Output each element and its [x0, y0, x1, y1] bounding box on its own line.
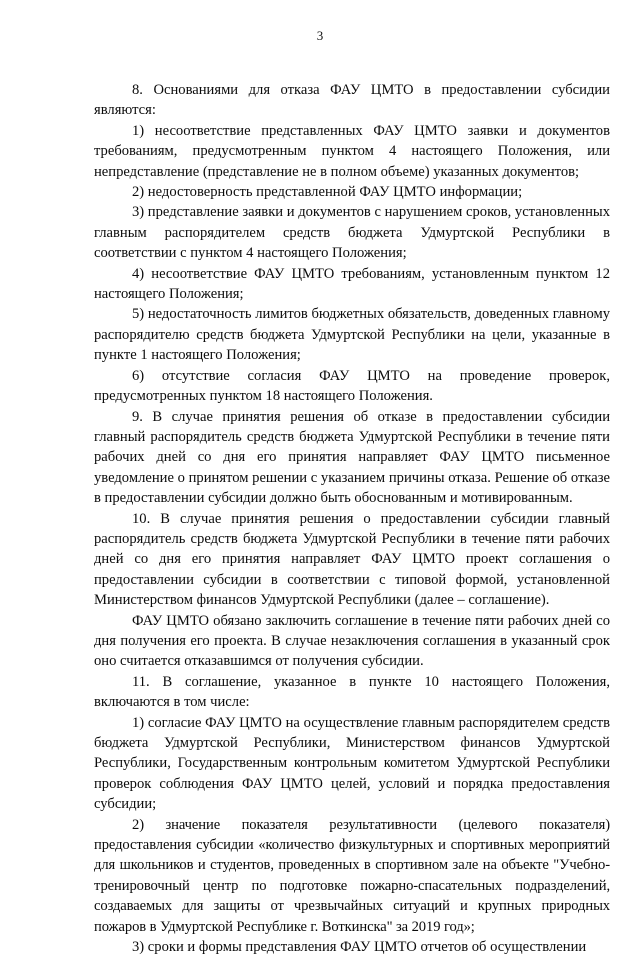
paragraph-8-item-2: 2) недостоверность представленной ФАУ ЦМТО информации; — [132, 184, 523, 201]
paragraph-11-heading: 11. В соглашение, указанное в пункте 10 настоящего Положения, включаются в том числе: — [94, 673, 610, 711]
paragraph-11-item-2: 2) значение показателя результативности (целевого показателя) предоставления субсидии «количество физкультурных и спортивных мероприятий для школьников и студентов, проведенных в спортивном зале на объекте "Учебно-тренировочный центр по подготовке пожарно-спасательных подразделений, создаваемых для защиты от чрезвычайных ситуаций и крупных природных пожаров в Удмуртской Республике г. Воткинска" за 2019 год»; — [94, 816, 610, 935]
paragraph-10: 10. В случае принятия решения о предоставлении субсидии главный распорядитель средств бюджета Удмуртской Республики в течение пяти рабочих дней со дня его принятия направляет ФАУ ЦМТО проект соглашения о предоставлении субсидии в соответствии с типовой формой, установленной Министерством финансов Удмуртской Республики (далее – соглашение). — [94, 510, 610, 609]
paragraph-10-continuation: ФАУ ЦМТО обязано заключить соглашение в течение пяти рабочих дней со дня получения его проекта. В случае незаключения соглашения в указанный срок оно считается отказавшимся от получения субсидии. — [94, 612, 610, 670]
paragraph-8-item-4: 4) несоответствие ФАУ ЦМТО требованиям, установленным пунктом 12 настоящего Положения; — [94, 265, 610, 303]
page-number: 3 — [316, 28, 324, 43]
paragraph-11-item-3: 3) сроки и формы представления ФАУ ЦМТО отчетов об осуществлении — [132, 939, 587, 956]
paragraph-11-item-1: 1) согласие ФАУ ЦМТО на осуществление главным распорядителем средств бюджета Удмуртской Республики, Министерством финансов Удмуртской Республики, Государственным контрольным комитетом Удмуртской Республики проверок соблюдения ФАУ ЦМТО целей, условий и порядка предоставления субсидии; — [94, 714, 610, 813]
paragraph-8-item-6: 6) отсутствие согласия ФАУ ЦМТО на проведение проверок, предусмотренных пунктом 18 настоящего Положения. — [94, 367, 610, 405]
paragraph-8-item-1: 1) несоответствие представленных ФАУ ЦМТО заявки и документов требованиям, предусмотренным пунктом 4 настоящего Положения, или непредставление (представление не в полном объеме) указанных документов; — [94, 122, 610, 180]
paragraph-9: 9. В случае принятия решения об отказе в предоставлении субсидии главный распорядитель средств бюджета Удмуртской Республики в течение пяти рабочих дней со дня его принятия направляет ФАУ ЦМТО письменное уведомление о принятом решении с указанием причины отказа. Решение об отказе в предоставлении субсидии должно быть обоснованным и мотивированным. — [94, 408, 610, 507]
document-body — [94, 80, 610, 957]
paragraph-8-item-5: 5) недостаточность лимитов бюджетных обязательств, доведенных главному распорядителю средств бюджета Удмуртской Республики на цели, указанные в пункте 1 настоящего Положения; — [94, 306, 610, 364]
paragraph-8-heading: 8. Основаниями для отказа ФАУ ЦМТО в предоставлении субсидии являются: — [94, 82, 610, 119]
paragraph-8-item-3: 3) представление заявки и документов с нарушением сроков, установленных главным распорядителем средств бюджета Удмуртской Республики в соответствии с пунктом 4 настоящего Положения; — [94, 204, 610, 262]
